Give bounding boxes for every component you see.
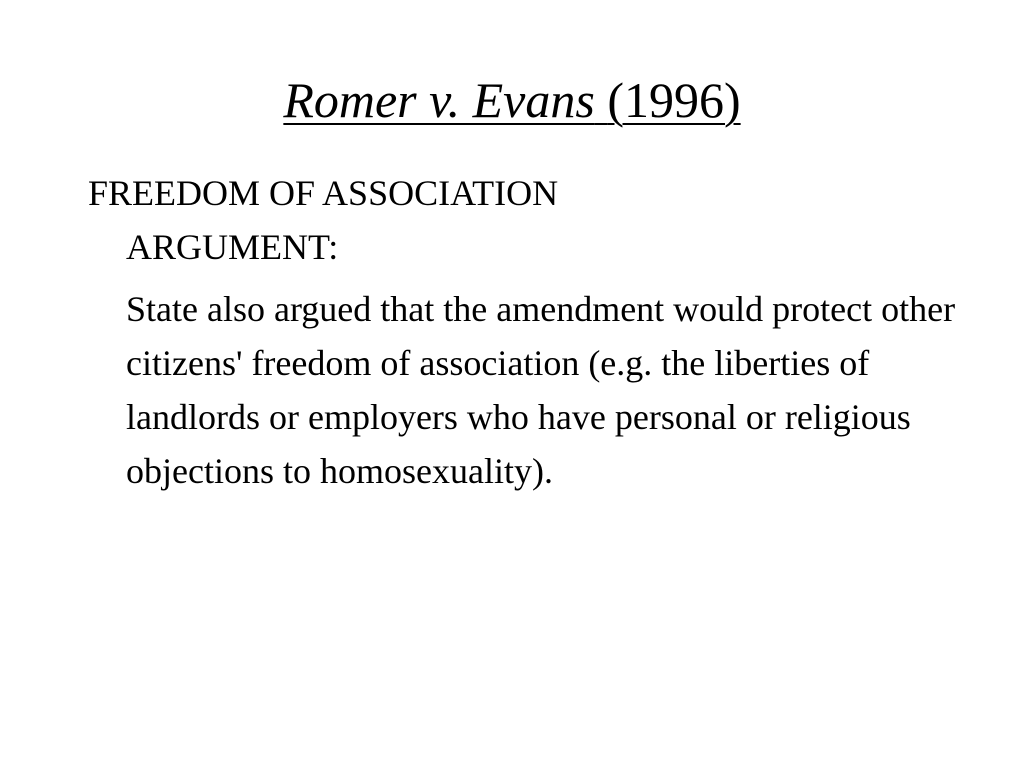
slide-body: [88, 166, 968, 498]
argument-paragraph: State also argued that the amendment would protect other citizens' freedom of association (e.g. the liberties of landlords or employers who have personal or religious objections to homosexuality).: [126, 289, 956, 491]
case-name: Romer v. Evans: [283, 72, 595, 128]
case-year-text: (1996): [607, 72, 741, 128]
section-heading: FREEDOM OF ASSOCIATION ARGUMENT:: [88, 173, 559, 267]
slide-title: [0, 70, 1024, 130]
case-year: [595, 72, 741, 128]
